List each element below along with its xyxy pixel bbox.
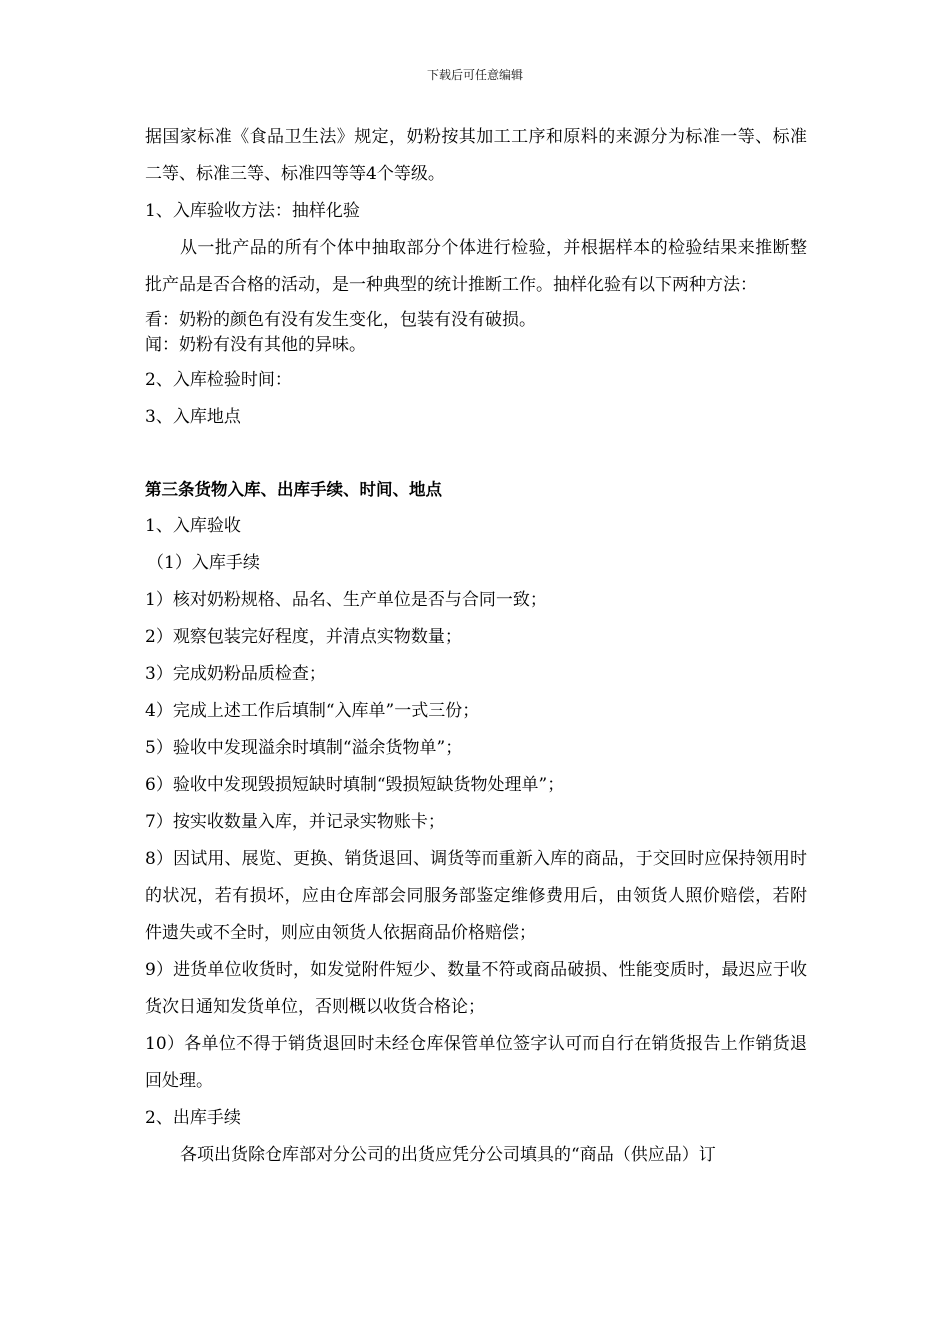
look-method: 看：奶粉的颜色有没有发生变化，包装有没有破损。 [145, 310, 536, 330]
outbound-description: 各项出货除仓库部对分公司的出货应凭分公司填具的“商品（供应品）订 [180, 1145, 716, 1165]
step-item: 7）按实收数量入库，并记录实物账卡； [145, 812, 445, 832]
smell-method: 闻：奶粉有没有其他的异味。 [145, 335, 366, 355]
inbound-title: 1、入库验收 [145, 516, 241, 536]
inspection-time-item: 2、入库检验时间： [145, 370, 292, 390]
page-header-note: 下载后可任意编辑 [426, 68, 523, 82]
inbound-location-item: 3、入库地点 [145, 407, 241, 427]
step-item: 8）因试用、展览、更换、销货退回、调货等而重新入库的商品，于交回时应保持领用时的状况，若有损坏，应由仓库部会同服务部鉴定维修费用后，由领货人照价赔偿，若附件遗失或不全时，则应由领货人依据商品价格赔偿； [145, 849, 807, 943]
step-item: 10）各单位不得于销货退回时未经仓库保管单位签字认可而自行在销货报告上作销货退回处理。 [145, 1034, 807, 1091]
section-spacer [145, 436, 807, 471]
step-item: 3）完成奶粉品质检查； [145, 664, 326, 684]
step-item: 5）验收中发现溢余时填制“溢余货物单”； [145, 738, 463, 758]
method-description: 从一批产品的所有个体中抽取部分个体进行检验，并根据样本的检验结果来推断整批产品是否合格的活动，是一种典型的统计推断工作。抽样化验有以下两种方法： [145, 238, 807, 295]
step-item: 9）进货单位收货时，如发觉附件短少、数量不符或商品破损、性能变质时，最迟应于收货次日通知发货单位，否则概以收货合格论； [145, 960, 807, 1017]
step-item: 1）核对奶粉规格、品名、生产单位是否与合同一致； [145, 590, 547, 610]
step-item: 4）完成上述工作后填制“入库单”一式三份； [145, 701, 480, 721]
inbound-procedure-title: （1）入库手续 [147, 553, 260, 573]
intro-paragraph: 据国家标准《食品卫生法》规定，奶粉按其加工工序和原料的来源分为标准一等、标准二等、标准三等、标准四等等4个等级。 [145, 127, 807, 184]
document-body [145, 119, 807, 1174]
step-item: 6）验收中发现毁损短缺时填制“毁损短缺货物处理单”； [145, 775, 565, 795]
step-item: 2）观察包装完好程度，并清点实物数量； [145, 627, 462, 647]
section-heading: 第三条货物入库、出库手续、时间、地点 [145, 480, 442, 499]
outbound-title: 2、出库手续 [145, 1108, 241, 1128]
method-title: 1、入库验收方法：抽样化验 [145, 201, 360, 221]
